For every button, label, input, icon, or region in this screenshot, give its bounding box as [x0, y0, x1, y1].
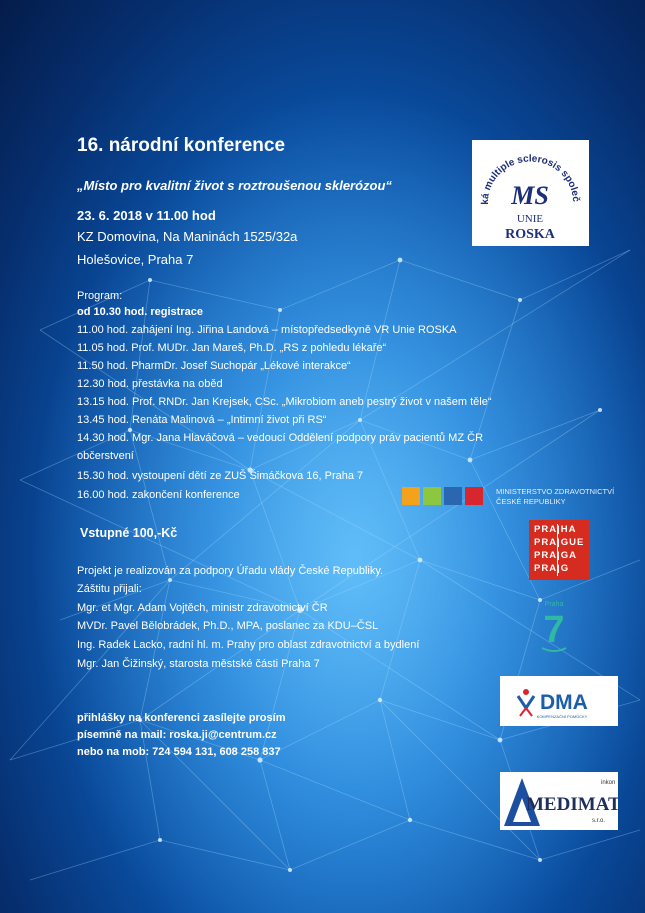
mz-square-icon — [465, 487, 483, 505]
registration-email: písemně na mail: roska.ji@centrum.cz — [77, 729, 277, 741]
dma-logo — [500, 676, 618, 726]
praha-row: PRA|GA — [534, 550, 577, 561]
praha-row: PRA|HA — [534, 524, 577, 535]
program-item: občerstvení — [77, 450, 134, 462]
registration-line: přihlášky na konferenci zasílejte prosím — [77, 712, 286, 724]
dma-name: DMA — [540, 691, 588, 714]
ms-line1: UNIE — [516, 213, 544, 225]
event-district: Holešovice, Praha 7 — [77, 252, 194, 267]
praha-row: PRA|G — [534, 563, 570, 574]
praha-7-logo — [536, 598, 572, 654]
mz-line1: MINISTERSTVO ZDRAVOTNICTVÍ — [496, 487, 615, 496]
entry-fee: Vstupné 100,-Kč — [80, 526, 178, 540]
program-heading: Program: — [77, 290, 123, 302]
ms-initials: MS — [511, 181, 549, 210]
unie-roska-logo — [472, 140, 589, 246]
program-item: 11.00 hod. zahájení Ing. Jiřina Landová – místopředsedkyně VR Unie ROSKA — [77, 324, 457, 336]
mz-square-icon — [402, 487, 420, 505]
program-registration: od 10.30 hod. registrace — [77, 306, 203, 318]
event-venue: KZ Domovina, Na Maninách 1525/32a — [77, 229, 298, 244]
patron: MVDr. Pavel Bělobrádek, Ph.D., MPA, poslanec za KDU–ČSL — [77, 620, 379, 632]
mz-line2: ČESKÉ REPUBLIKY — [496, 497, 566, 506]
conference-title: 16. národní konference — [77, 135, 286, 156]
ms-arc-text: ká multiple sclerosis společ — [479, 153, 582, 205]
program-item: 14.30 hod. Mgr. Jana Hlaváčová – vedoucí Oddělení podpory práv pacientů MZ ČR — [77, 432, 484, 444]
mz-text — [496, 487, 614, 507]
event-date: 23. 6. 2018 v 11.00 hod — [77, 208, 216, 223]
program-item: 13.45 hod. Renáta Malinová – „Intimní život při RS“ — [77, 414, 327, 426]
medimat-logo — [500, 772, 618, 830]
praha7-top: Praha — [544, 601, 564, 608]
program-item: 15.30 hod. vystoupení dětí ze ZUŠ Šimáčkova 16, Praha 7 — [77, 470, 364, 482]
program-item: 11.05 hod. Prof. MUDr. Jan Mareš, Ph.D. „RS z pohledu lékaře“ — [77, 342, 387, 354]
dma-tagline: KOMPENZAČNÍ POMŮCKY — [536, 714, 588, 719]
praha-logo — [529, 520, 589, 580]
medimat-name: MEDIMAT — [526, 794, 618, 815]
mz-square-icon — [444, 487, 462, 505]
project-support: Projekt je realizován za podpory Úřadu vlády České Republiky. — [77, 565, 384, 577]
praha7-number: 7 — [543, 609, 565, 651]
program-item: 16.00 hod. zakončení konference — [77, 489, 240, 501]
program-item: 12.30 hod. přestávka na oběd — [77, 378, 223, 390]
program-item: 11.50 hod. PharmDr. Josef Suchopár „Lékové interakce“ — [77, 360, 351, 372]
patron: Mgr. et Mgr. Adam Vojtěch, ministr zdravotnictví ČR — [77, 602, 328, 614]
patron: Ing. Radek Lacko, radní hl. m. Prahy pro oblast zdravotnictví a bydlení — [77, 639, 420, 651]
dma-figure-icon — [523, 689, 529, 695]
patronage-heading: Záštitu přijali: — [77, 583, 142, 595]
program-item: 13.15 hod. Prof. RNDr. Jan Krejsek, CSc. „Mikrobiom aneb pestrý život v našem těle“ — [77, 396, 492, 408]
registration-phone: nebo na mob: 724 594 131, 608 258 837 — [77, 746, 281, 758]
ms-line2: ROSKA — [505, 227, 555, 242]
medimat-prefix: inkon — [601, 780, 616, 786]
medimat-suffix: s.r.o. — [592, 818, 606, 824]
mz-square-icon — [423, 487, 441, 505]
patron: Mgr. Jan Čižinský, starosta městské části Praha 7 — [77, 658, 320, 670]
conference-subtitle: „Místo pro kvalitní život s roztroušenou sklerózou“ — [77, 178, 392, 193]
ministry-health-logo — [402, 487, 632, 509]
praha-row: PRA|GUE — [534, 537, 585, 548]
